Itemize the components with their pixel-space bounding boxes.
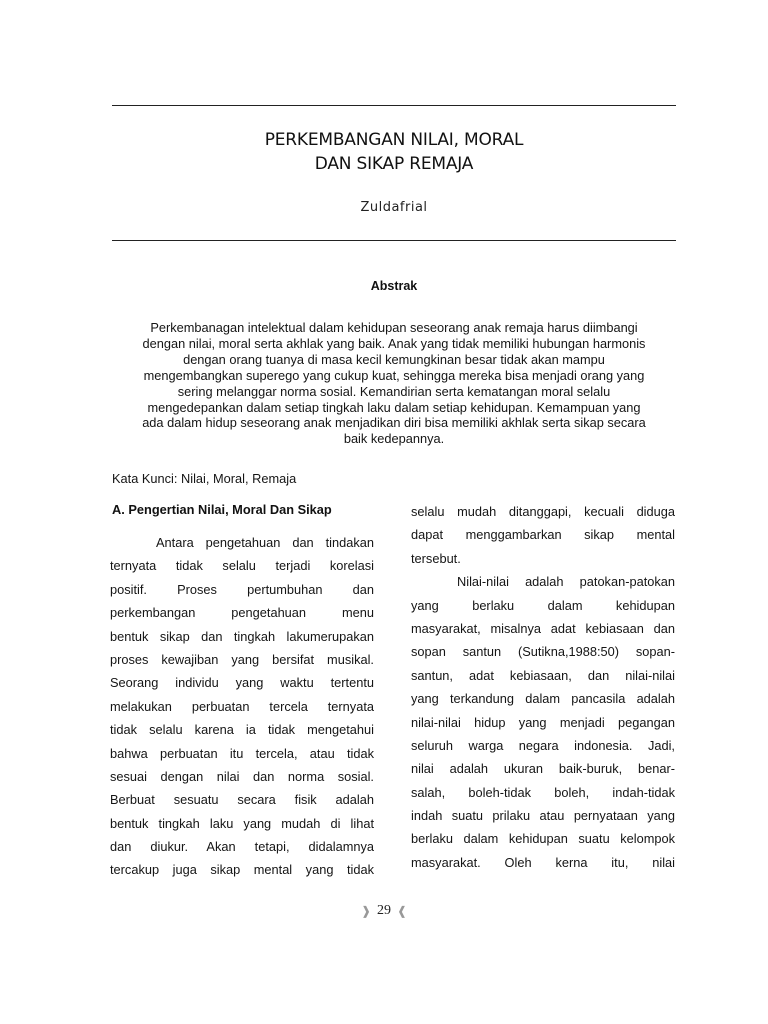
right-column <box>411 500 675 874</box>
body-line: sopan santun (Sutikna,1988:50) sopan- <box>411 644 675 660</box>
page-number-footer <box>0 903 768 919</box>
author-name: Zuldafrial <box>360 200 428 215</box>
abstract-line: baik kedepannya. <box>343 431 445 447</box>
body-line: tercakup juga sikap mental yang tidak <box>110 862 374 878</box>
body-line: indah suatu prilaku atau pernyataan yang <box>411 808 675 824</box>
section-heading: A. Pengertian Nilai, Moral Dan Sikap <box>112 502 332 517</box>
header-rule-top <box>112 105 676 106</box>
body-line: Seorang individu yang waktu tertentu <box>110 675 374 691</box>
page-number: 29 <box>377 903 391 918</box>
body-line: Nilai-nilai adalah patokan-patokan <box>457 574 675 590</box>
abstract-line: mengedepankan dalam setiap tingkah laku dalam setiap kehidupan. Kemampuan yang <box>147 399 641 415</box>
left-column <box>110 531 374 882</box>
body-line: proses kewajiban yang bersifat musikal. <box>110 651 374 667</box>
body-line: masyarakat. Oleh kerna itu, nilai <box>411 854 675 870</box>
body-line: Berbuat sesuatu secara fisik adalah <box>110 792 374 808</box>
abstract-line: mengembangkan superego yang cukup kuat, sehingga mereka bisa menjadi orang yang <box>143 367 645 383</box>
body-line: bentuk sikap dan tingkah lakumerupakan <box>110 628 374 644</box>
body-line: dapat menggambarkan sikap mental <box>411 527 675 543</box>
header-rule-bottom <box>112 240 676 241</box>
body-line: tersebut. <box>411 550 461 566</box>
ornament-right-icon: ❰ <box>397 904 408 918</box>
paper-title-line-1: PERKEMBANGAN NILAI, MORAL <box>264 130 524 150</box>
body-line: seluruh warga negara indonesia. Jadi, <box>411 737 675 753</box>
body-line: melakukan perbuatan tercela ternyata <box>110 698 374 714</box>
body-line: ternyata tidak selalu terjadi korelasi <box>110 558 374 574</box>
body-line: tidak selalu karena ia tidak mengetahui <box>110 722 374 738</box>
body-line: bahwa perbuatan itu tercela, atau tidak <box>110 745 374 761</box>
body-line: Antara pengetahuan dan tindakan <box>156 535 374 550</box>
abstract-heading: Abstrak <box>370 279 418 293</box>
abstract-line: dengan nilai, moral serta akhlak yang baik. Anak yang tidak memiliki hubungan harmonis <box>142 335 646 351</box>
body-line: berlaku dalam kehidupan suatu kelompok <box>411 831 675 847</box>
abstract-line: sering melanggar norma sosial. Kemandirian serta kematangan moral selalu <box>177 383 611 399</box>
body-line: salah, boleh-tidak boleh, indah-tidak <box>411 784 675 800</box>
body-line: bentuk tingkah laku yang mudah di lihat <box>110 815 374 831</box>
body-line: yang berlaku dalam kehidupan <box>411 597 675 613</box>
paper-title-line-2: DAN SIKAP REMAJA <box>314 154 474 174</box>
body-line: dan diukur. Akan tetapi, didalamnya <box>110 839 374 855</box>
body-line: sesuai dengan nilai dan norma sosial. <box>110 768 374 784</box>
body-line: masyarakat, misalnya adat kebiasaan dan <box>411 620 675 636</box>
body-line: nilai-nilai hidup yang menjadi pegangan <box>411 714 675 730</box>
body-line: yang terkandung dalam pancasila adalah <box>411 691 675 707</box>
body-line: santun, adat kebiasaan, dan nilai-nilai <box>411 667 675 683</box>
body-line: nilai adalah ukuran baik-buruk, benar- <box>411 761 675 777</box>
abstract-line: dengan orang tuanya di masa kecil kemungkinan besar tidak akan mampu <box>183 351 605 367</box>
abstract-line: Perkembanagan intelektual dalam kehidupan seseorang anak remaja harus diimbangi <box>150 320 638 335</box>
abstract-body <box>112 320 676 447</box>
body-line: selalu mudah ditanggapi, kecuali diduga <box>411 504 675 519</box>
ornament-left-icon: ❱ <box>360 904 371 918</box>
body-line: perkembangan pengetahuan menu <box>110 605 374 621</box>
body-line: positif. Proses pertumbuhan dan <box>110 581 374 597</box>
abstract-line: ada dalam hidup seseorang anak menjadikan diri bisa memiliki akhlak serta sikap secara <box>142 415 646 431</box>
keywords: Kata Kunci: Nilai, Moral, Remaja <box>112 471 297 486</box>
